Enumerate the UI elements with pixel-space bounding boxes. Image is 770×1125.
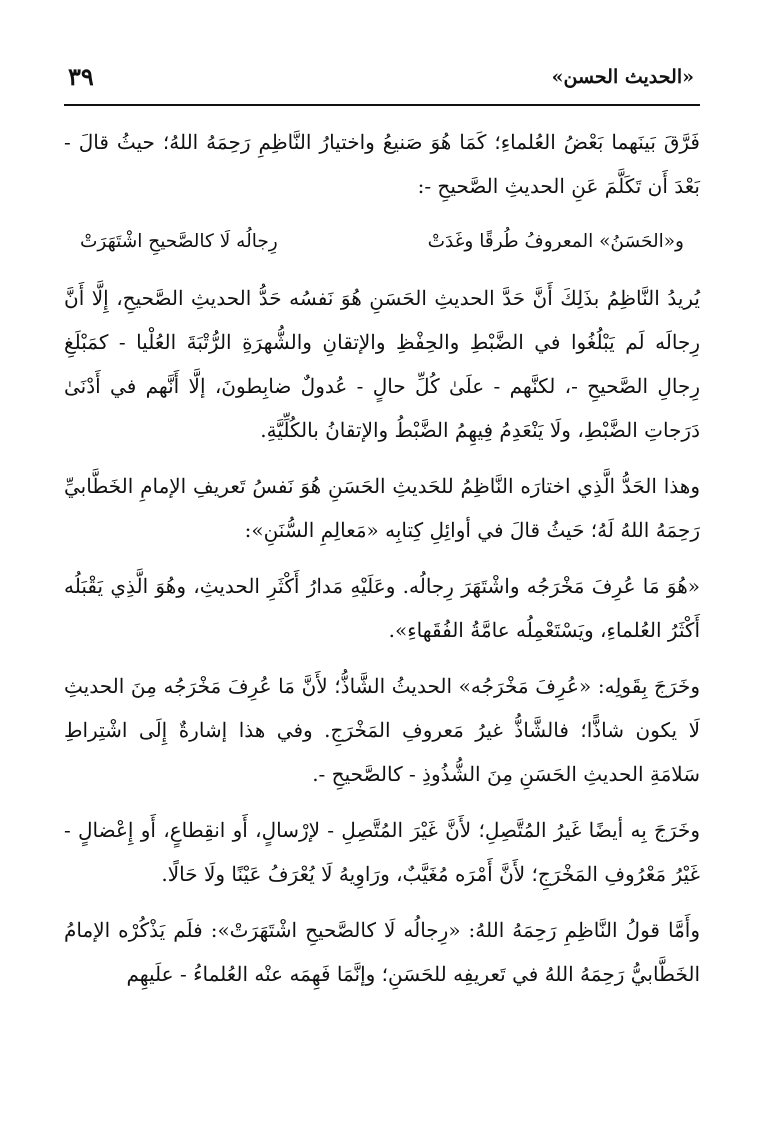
page-header xyxy=(64,62,700,98)
paragraph-intro: فَرَّقَ بَينَهما بَعْضُ العُلماءِ؛ كَمَا هُوَ صَنيعُ واختيارُ النَّاظِمِ رَحِمَهُ اللهُ؛ حيثُ قالَ - بَعْدَ أَن تَكَلَّمَ عَنِ الحديثِ الصَّحيحِ -: xyxy=(64,130,700,198)
paragraph-muttasil-exclusion: وخَرَجَ بِه أيضًا غَيرُ المُتَّصِلِ؛ لأَنَّ غَيْرَ المُتَّصِلِ - لإرْسالٍ، أَو انقِطاعٍ، أَو إِعْضالٍ - غَيْرُ مَعْرُوفِ المَخْرَجِ؛ لأَنَّ أَمْرَه مُغَيَّبٌ، ورَاوِيهُ لَا يُعْرَفُ عَيْنًا ولَا حَالًا. xyxy=(64,818,700,886)
paragraph-khattabi-definition: وهذا الحَدُّ الَّذِي اختارَه النَّاظِمُ للحَديثِ الحَسَنِ هُوَ نَفسُ تَعريفِ الإمامِ الخَطَّابيِّ رَحِمَهُ اللهُ لَهُ؛ حَيثُ قالَ في أوائِلِ كِتابِه «مَعالِمِ السُّنَنِ»: xyxy=(64,474,700,542)
page-number: ٣٩ xyxy=(68,62,94,91)
paragraph-quotation: «هُوَ مَا عُرِفَ مَخْرَجُه واشْتَهَرَ رِجالُه. وعَلَيْهِ مَدارُ أَكْثَرِ الحديثِ، وهُوَ الَّذِي يَقْبَلُه أَكْثَرُ العُلماءِ، ويَسْتَعْمِلُه عامَّةُ الفُقَهاءِ». xyxy=(64,574,700,642)
header-divider xyxy=(64,104,700,106)
poem-verse xyxy=(64,220,700,264)
paragraph-explanation: يُريدُ النَّاظِمُ بذَلِكَ أَنَّ حَدَّ الحديثِ الحَسَنِ هُوَ نَفسُه حَدُّ الحديثِ الصَّحيحِ، إِلَّا أَنَّ رِجالَه لَم يَبْلُغُوا في الضَّبْطِ والحِفْظِ والإتقانِ والشُّهرَةِ الرُّتْبَةَ العُلْيا - كمَبْلَغِ رِجالِ الصَّحيحِ -، لكنَّهم - علَىٰ كُلِّ حالٍ - عُدولٌ ضابِطونَ، إلَّا أَنَّهم في أَدْنَىٰ دَرَجاتِ الضَّبْطِ، ولَا يَنْعَدِمُ فِيهِمُ الضَّبْطُ والإتقانُ بالكُلِّيَّةِ. xyxy=(64,286,700,442)
paragraph-shadh-exclusion: وخَرَجَ بِقَولِه: «عُرِفَ مَخْرَجُه» الحديثُ الشَّاذُّ؛ لأَنَّ مَا عُرِفَ مَخْرَجُه مِنَ الحديثِ لَا يكون شاذًّا؛ فالشَّاذُّ غيرُ مَعروفِ المَخْرَجِ. وفي هذا إشارةٌ إِلَى اشْتِراطِ سَلامَةِ الحديثِ الحَسَنِ مِنَ الشُّذُوذِ - كالصَّحيحِ -. xyxy=(64,674,700,786)
running-title: «الحديث الحسن» xyxy=(551,66,694,88)
verse-first-hemistich: و«الحَسَنُ» المعروفُ طُرقًا وغَدَتْ xyxy=(427,231,684,252)
verse-second-hemistich: رِجالُه لَا كالصَّحيحِ اشْتَهَرَتْ xyxy=(80,231,278,252)
page-body xyxy=(64,120,700,1008)
paragraph-nazim-statement: وأَمَّا قولُ النَّاظِمِ رَحِمَهُ اللهُ: «رِجالُه لَا كالصَّحيحِ اشْتَهَرَتْ»: فلَم يَذْكُرْه الإمامُ الخَطَّابيُّ رَحِمَهُ اللهُ في تَعريفِه للحَسَنِ؛ وإنَّمَا فَهِمَه عنْه العُلماءُ - علَيهِم xyxy=(64,918,700,986)
